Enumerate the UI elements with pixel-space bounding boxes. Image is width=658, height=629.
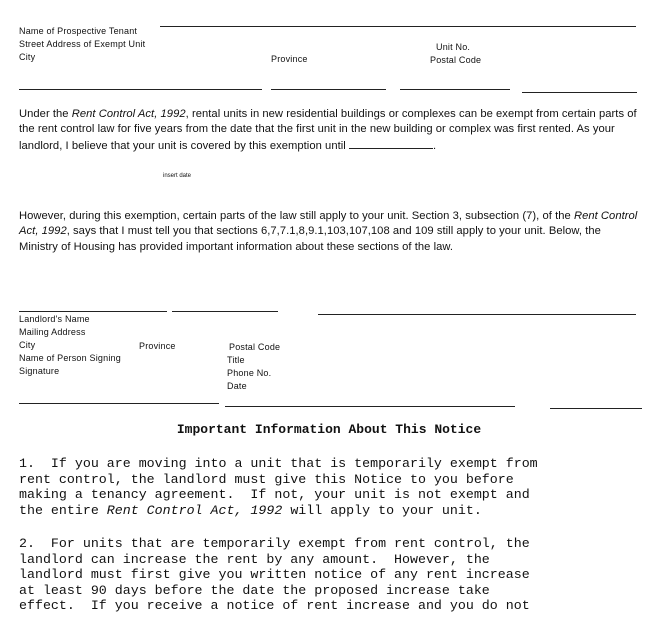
landlord-province-label: Province: [139, 341, 176, 351]
city-line[interactable]: [19, 89, 262, 90]
signature-label: Signature: [19, 366, 60, 376]
tenant-name-label: Name of Prospective Tenant: [19, 26, 138, 36]
signer-name-label: Name of Person Signing: [19, 353, 121, 363]
date-label: Date: [227, 381, 247, 391]
act-name: Rent Control Act, 1992: [19, 210, 638, 238]
extra-line[interactable]: [550, 408, 642, 409]
important-heading: Important Information About This Notice: [176, 422, 482, 437]
landlord-name-line[interactable]: [318, 314, 636, 315]
landlord-line-2[interactable]: [172, 311, 278, 312]
signature-line[interactable]: [19, 403, 219, 404]
postal-code-line[interactable]: [400, 89, 510, 90]
act-name: Rent Control Act, 1992: [71, 108, 186, 120]
postal-code-label: Postal Code: [430, 55, 482, 65]
city-label: City: [19, 52, 36, 62]
province-line[interactable]: [271, 89, 386, 90]
landlord-postal-label: Postal Code: [229, 342, 281, 352]
landlord-name-label: Landlord's Name: [19, 314, 90, 324]
landlord-city-label: City: [19, 340, 36, 350]
info-item-2: 2. For units that are temporarily exempt from rent control, the landlord can increase the rent by any amount. However, the landlord must first give you written notice of any rent increase at least 90 days before the date the proposed increase take effect. If you receive a notice of rent increase and you do not: [19, 536, 530, 614]
exemption-date-blank[interactable]: [349, 138, 433, 149]
landlord-line-1[interactable]: [19, 311, 167, 312]
unit-no-line[interactable]: [522, 92, 637, 93]
phone-label: Phone No.: [227, 368, 272, 378]
exemption-paragraph: Under the Rent Control Act, 1992, rental units in new residential buildings or complexes can be exempt from certain parts of the rent control law for five years from the date that the first unit in the new building or complex was first rented. As your landlord, I believe that your unit is covered by this exemption until .: [19, 108, 637, 152]
mailing-address-label: Mailing Address: [19, 327, 86, 337]
street-address-label: Street Address of Exempt Unit: [19, 39, 146, 49]
insert-date-label: insert date: [163, 173, 192, 179]
unit-no-label: Unit No.: [436, 42, 471, 52]
title-label: Title: [227, 355, 245, 365]
province-label: Province: [271, 54, 308, 64]
tenant-name-line[interactable]: [160, 26, 636, 27]
date-line[interactable]: [225, 406, 515, 407]
sections-paragraph: However, during this exemption, certain parts of the law still apply to your unit. Section 3, subsection (7), of the Rent Control Act, 1992, says that I must tell you that sections 6,7,7.1,8,9.1,103,107,108 and 109 still apply to your unit. Below, the Ministry of Housing has provided important information about these sections of the law.: [19, 210, 638, 253]
info-item-1: 1. If you are moving into a unit that is temporarily exempt from rent control, the landlord must give this Notice to you before making a tenancy agreement. If not, your unit is not exempt and the entire Rent Control Act, 1992 will apply to your unit.: [19, 456, 538, 518]
